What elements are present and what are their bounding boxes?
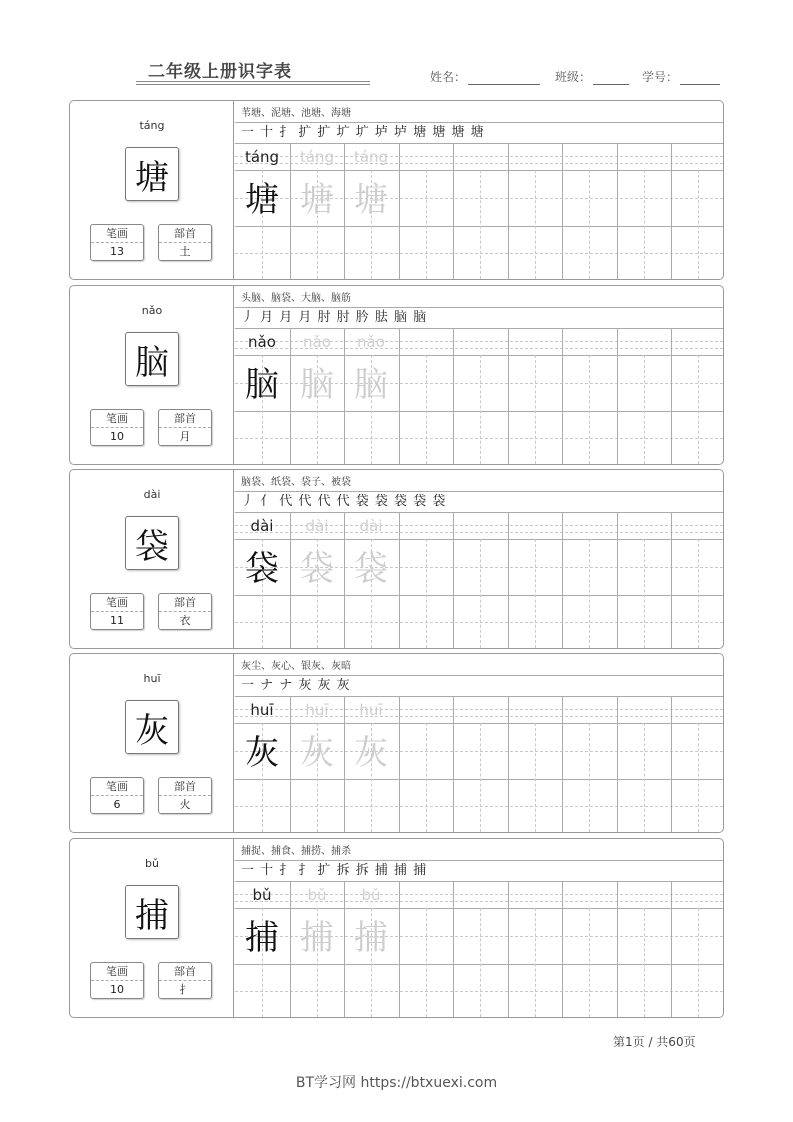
- grid-col-dash: [698, 170, 699, 279]
- stroke-count-value: 6: [113, 798, 121, 811]
- grid-col-dash: [426, 539, 427, 648]
- grid-dash: [235, 438, 723, 439]
- grid-col-line: [399, 143, 400, 279]
- character-practice: 灰: [245, 733, 279, 773]
- character-practice: 灰: [300, 733, 334, 773]
- character-practice: 塘: [245, 180, 279, 220]
- practice-grid: [235, 101, 723, 279]
- grid-col-line: [671, 696, 672, 832]
- character-pinyin: nǎo: [141, 304, 163, 317]
- character-pinyin: táng: [139, 119, 165, 132]
- character-glyph: 袋: [135, 526, 169, 567]
- character-card: [69, 469, 724, 649]
- grid-line: [235, 170, 723, 171]
- pinyin-practice: táng: [244, 148, 280, 166]
- character-box: [125, 700, 179, 754]
- radical-label: 部首: [159, 594, 211, 612]
- radical-value: 扌: [179, 983, 191, 996]
- grid-col-line: [617, 143, 618, 279]
- grid-col-line: [671, 512, 672, 648]
- radical-label: 部首: [159, 225, 211, 243]
- radical-box: [158, 593, 212, 630]
- grid-col-dash: [535, 908, 536, 1017]
- class-blank[interactable]: [593, 71, 629, 85]
- character-practice: 灰: [354, 733, 388, 773]
- title-underline: [136, 81, 370, 82]
- pinyin-practice: huī: [359, 701, 383, 719]
- grid-dash: [235, 991, 723, 992]
- grid-line: [235, 512, 723, 513]
- class-label: 班级：: [555, 70, 592, 84]
- grid-col-dash: [589, 908, 590, 1017]
- stroke-count-label: 笔画: [91, 410, 143, 428]
- grid-col-dash: [644, 723, 645, 832]
- stroke-count-box: [90, 962, 144, 999]
- grid-dash: [235, 806, 723, 807]
- grid-col-dash: [698, 355, 699, 464]
- character-practice: 脑: [245, 365, 279, 405]
- stroke-order: 一 十 扌 扩 扩 圹 圹 垆 垆 塘 塘 塘 塘: [241, 125, 485, 140]
- pinyin-practice: nǎo: [248, 333, 276, 351]
- number-blank[interactable]: [680, 71, 720, 85]
- pinyin-practice: bǔ: [307, 886, 327, 904]
- grid-line: [235, 696, 723, 697]
- practice-grid: [235, 654, 723, 832]
- grid-col-dash: [589, 170, 590, 279]
- grid-col-line: [562, 881, 563, 1017]
- grid-col-dash: [644, 355, 645, 464]
- word-examples: 苇塘、泥塘、池塘、海塘: [241, 108, 351, 119]
- character-pinyin: bǔ: [145, 857, 159, 870]
- grid-col-dash: [644, 539, 645, 648]
- grid-col-line: [508, 143, 509, 279]
- character-practice: 脑: [300, 365, 334, 405]
- stroke-count-label: 笔画: [91, 778, 143, 796]
- grid-col-line: [453, 881, 454, 1017]
- stroke-count-box: [90, 777, 144, 814]
- pinyin-practice: bǔ: [361, 886, 381, 904]
- grid-col-dash: [698, 723, 699, 832]
- character-card: [69, 653, 724, 833]
- character-info-panel: [70, 286, 234, 464]
- grid-col-dash: [535, 170, 536, 279]
- radical-box: [158, 224, 212, 261]
- grid-col-dash: [535, 355, 536, 464]
- character-practice: 捕: [354, 918, 388, 958]
- stroke-count-value: 11: [110, 614, 124, 627]
- stroke-count-label: 笔画: [91, 594, 143, 612]
- character-practice: 塘: [354, 180, 388, 220]
- practice-grid: [235, 470, 723, 648]
- character-practice: 袋: [300, 549, 334, 589]
- grid-col-dash: [480, 539, 481, 648]
- grid-col-dash: [644, 908, 645, 1017]
- name-blank[interactable]: [468, 71, 540, 85]
- grid-line: [235, 143, 723, 144]
- grid-col-line: [671, 143, 672, 279]
- grid-col-line: [508, 881, 509, 1017]
- grid-col-line: [508, 512, 509, 648]
- page-title: 二年级上册识字表: [148, 62, 292, 82]
- stroke-count-value: 10: [110, 983, 124, 996]
- radical-value: 衣: [179, 614, 191, 627]
- stroke-order: 一 ナ ナ 灰 灰 灰: [241, 678, 351, 693]
- grid-col-dash: [426, 908, 427, 1017]
- number-label: 学号：: [642, 70, 679, 84]
- stroke-count-label: 笔画: [91, 963, 143, 981]
- grid-col-dash: [480, 355, 481, 464]
- grid-col-dash: [589, 539, 590, 648]
- page-number: 第1页 / 共60页: [613, 1035, 696, 1049]
- radical-box: [158, 962, 212, 999]
- pinyin-practice: táng: [353, 148, 389, 166]
- grid-line: [235, 355, 723, 356]
- grid-col-line: [617, 881, 618, 1017]
- character-info-panel: [70, 654, 234, 832]
- stroke-count-box: [90, 593, 144, 630]
- grid-col-dash: [480, 170, 481, 279]
- pinyin-practice: dài: [250, 517, 274, 535]
- grid-col-line: [562, 143, 563, 279]
- grid-col-line: [453, 328, 454, 464]
- radical-label: 部首: [159, 778, 211, 796]
- radical-box: [158, 409, 212, 446]
- word-examples: 脑袋、纸袋、袋子、被袋: [241, 477, 351, 488]
- character-info-panel: [70, 839, 234, 1017]
- grid-col-dash: [480, 723, 481, 832]
- practice-grid: [235, 286, 723, 464]
- stroke-order: 丿 月 月 月 肘 肘 肣 胠 脑 脑: [241, 310, 428, 325]
- pinyin-practice: bǔ: [252, 886, 272, 904]
- character-pinyin: dài: [143, 488, 161, 501]
- character-practice: 捕: [245, 918, 279, 958]
- stroke-count-box: [90, 409, 144, 446]
- title-underline-2: [136, 84, 370, 85]
- grid-col-dash: [535, 539, 536, 648]
- footer-site: BT学习网 https://btxuexi.com: [295, 1075, 498, 1091]
- grid-col-dash: [480, 908, 481, 1017]
- grid-col-dash: [426, 723, 427, 832]
- grid-col-dash: [644, 170, 645, 279]
- character-practice: 袋: [354, 549, 388, 589]
- grid-col-line: [399, 696, 400, 832]
- grid-col-line: [562, 696, 563, 832]
- grid-col-line: [453, 512, 454, 648]
- radical-label: 部首: [159, 963, 211, 981]
- grid-col-line: [399, 512, 400, 648]
- character-info-panel: [70, 101, 234, 279]
- grid-col-line: [399, 881, 400, 1017]
- character-box: [125, 332, 179, 386]
- radical-value: 土: [179, 245, 191, 258]
- stroke-count-label: 笔画: [91, 225, 143, 243]
- character-box: [125, 885, 179, 939]
- pinyin-practice: dài: [359, 517, 383, 535]
- grid-col-dash: [426, 170, 427, 279]
- name-label: 姓名：: [430, 70, 467, 84]
- pinyin-practice: nǎo: [303, 333, 331, 351]
- character-glyph: 灰: [135, 710, 169, 751]
- grid-col-dash: [535, 723, 536, 832]
- grid-line: [235, 881, 723, 882]
- grid-col-line: [617, 328, 618, 464]
- grid-col-line: [617, 696, 618, 832]
- grid-col-line: [562, 328, 563, 464]
- grid-col-line: [508, 696, 509, 832]
- grid-col-dash: [426, 355, 427, 464]
- grid-dash: [235, 622, 723, 623]
- grid-col-line: [453, 696, 454, 832]
- pinyin-practice: táng: [299, 148, 335, 166]
- grid-col-line: [617, 512, 618, 648]
- grid-col-line: [508, 328, 509, 464]
- stroke-count-box: [90, 224, 144, 261]
- character-practice: 袋: [245, 549, 279, 589]
- radical-box: [158, 777, 212, 814]
- grid-col-line: [399, 328, 400, 464]
- pinyin-practice: huī: [250, 701, 274, 719]
- character-card: [69, 838, 724, 1018]
- radical-value: 月: [179, 430, 191, 443]
- grid-col-dash: [698, 908, 699, 1017]
- word-examples: 灰尘、灰心、银灰、灰暗: [241, 661, 351, 672]
- pinyin-practice: huī: [305, 701, 329, 719]
- word-examples: 头脑、脑袋、大脑、脑筋: [241, 293, 351, 304]
- radical-value: 火: [179, 798, 191, 811]
- stroke-order: 丿 亻 代 代 代 代 袋 袋 袋 袋 袋: [241, 494, 447, 509]
- grid-line: [235, 723, 723, 724]
- grid-col-line: [671, 328, 672, 464]
- grid-col-line: [671, 881, 672, 1017]
- grid-line: [235, 908, 723, 909]
- number-field[interactable]: [642, 68, 720, 85]
- character-pinyin: huī: [143, 672, 161, 685]
- character-box: [125, 147, 179, 201]
- grid-col-dash: [589, 355, 590, 464]
- stroke-count-value: 10: [110, 430, 124, 443]
- character-box: [125, 516, 179, 570]
- character-glyph: 脑: [135, 342, 169, 383]
- word-examples: 捕捉、捕食、捕捞、捕杀: [241, 846, 351, 857]
- grid-col-line: [453, 143, 454, 279]
- character-practice: 捕: [300, 918, 334, 958]
- character-info-panel: [70, 470, 234, 648]
- practice-grid: [235, 839, 723, 1017]
- grid-col-dash: [698, 539, 699, 648]
- character-card: [69, 100, 724, 280]
- pinyin-practice: dài: [305, 517, 329, 535]
- grid-col-dash: [589, 723, 590, 832]
- grid-dash: [235, 253, 723, 254]
- character-glyph: 塘: [135, 157, 169, 198]
- character-glyph: 捕: [135, 895, 169, 936]
- character-practice: 塘: [300, 180, 334, 220]
- character-practice: 脑: [354, 365, 388, 405]
- grid-col-line: [562, 512, 563, 648]
- grid-line: [235, 539, 723, 540]
- grid-line: [235, 328, 723, 329]
- stroke-order: 一 十 扌 扌 扩 拆 拆 捕 捕 捕: [241, 863, 428, 878]
- class-field[interactable]: [555, 68, 629, 85]
- radical-label: 部首: [159, 410, 211, 428]
- stroke-count-value: 13: [110, 245, 124, 258]
- pinyin-practice: nǎo: [357, 333, 385, 351]
- name-field[interactable]: [430, 68, 540, 85]
- character-card: [69, 285, 724, 465]
